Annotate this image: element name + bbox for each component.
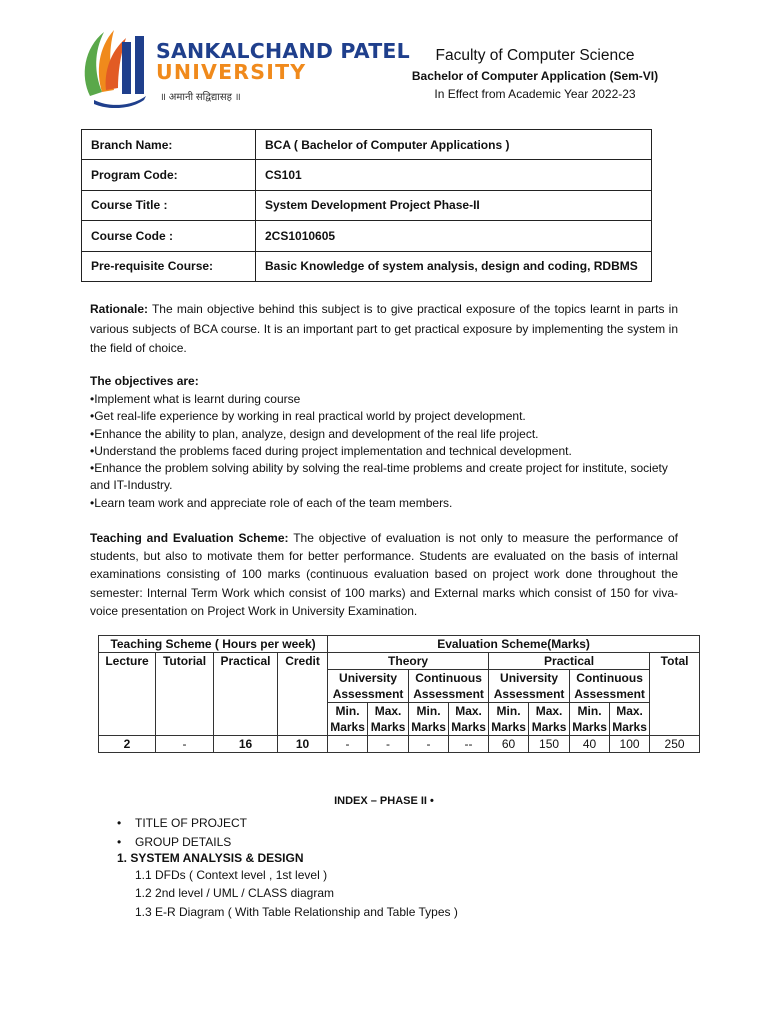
info-key: Course Code : bbox=[82, 221, 256, 251]
theory-header: Theory bbox=[328, 653, 489, 670]
rationale-text: The main objective behind this subject is to give practical exposure of the topics learnt in parts in various subjects of BCA course. It is an important part to get practical exposure by implementing the system in the field of choice. bbox=[90, 302, 678, 355]
effective-year: In Effect from Academic Year 2022-23 bbox=[434, 87, 636, 101]
theory-university-assessment: University Assessment bbox=[328, 670, 409, 703]
bullet-text: GROUP DETAILS bbox=[135, 835, 232, 849]
evaluation-scheme-header: Evaluation Scheme(Marks) bbox=[328, 636, 700, 653]
info-value: System Development Project Phase-II bbox=[256, 190, 652, 220]
bullet-icon: • bbox=[117, 835, 122, 849]
list-item: • Enhance the problem solving ability by solving the real-time problems and create project for institute, society and IT-Industry. bbox=[90, 460, 690, 495]
practical-header: Practical bbox=[214, 653, 278, 736]
credit-value: 10 bbox=[278, 736, 328, 753]
objectives-list bbox=[90, 391, 690, 512]
practical-cont-max-value: 100 bbox=[610, 736, 650, 753]
index-bullet-list bbox=[117, 814, 247, 852]
rationale-label: Rationale: bbox=[90, 302, 149, 316]
list-item: • Get real-life experience by working in real practical world by project development. bbox=[90, 408, 690, 425]
info-key: Branch Name: bbox=[82, 130, 256, 160]
max-marks-header: Max. Marks bbox=[529, 703, 570, 736]
logo-tagline: ॥ अमानी सद्विद्यासह ॥ bbox=[160, 92, 241, 103]
lecture-value: 2 bbox=[99, 736, 156, 753]
info-value: CS101 bbox=[256, 160, 652, 190]
program-title: Bachelor of Computer Application (Sem-VI) bbox=[411, 69, 659, 83]
teaching-text: The objective of evaluation is not only to measure the performance of students, but also to motivate them for better performance. Students are evaluated on the basis of internal examinations consisting of 100 marks (continuous evaluation based on project work done throughout the semester: Internal Term Work which consist of 100 marks) and External marks which consist of 150 for viva-voice presentation on Project Work in University Examination. bbox=[90, 531, 678, 618]
min-marks-header: Min. Marks bbox=[570, 703, 610, 736]
list-item: • Implement what is learnt during course bbox=[90, 391, 690, 408]
rationale-paragraph bbox=[90, 300, 678, 359]
total-value: 250 bbox=[650, 736, 700, 753]
total-header: Total bbox=[650, 653, 700, 736]
teaching-scheme-header: Teaching Scheme ( Hours per week) bbox=[99, 636, 328, 653]
logo-university-name-line1: SANKALCHAND PATEL bbox=[156, 39, 410, 63]
practical-continuous-assessment: Continuous Assessment bbox=[570, 670, 650, 703]
theory-cont-max-value: -- bbox=[449, 736, 489, 753]
lecture-header: Lecture bbox=[99, 653, 156, 736]
list-item: 1.1 DFDs ( Context level , 1st level ) bbox=[135, 868, 328, 882]
theory-cont-min-value: - bbox=[409, 736, 449, 753]
list-item: • Understand the problems faced during project implementation and technical development. bbox=[90, 443, 690, 460]
min-marks-header: Min. Marks bbox=[328, 703, 368, 736]
list-item: 1.3 E-R Diagram ( With Table Relationship and Table Types ) bbox=[135, 904, 458, 919]
table-row bbox=[82, 160, 652, 190]
theory-univ-min-value: - bbox=[328, 736, 368, 753]
teaching-label: Teaching and Evaluation Scheme: bbox=[90, 531, 289, 545]
info-key: Course Title : bbox=[82, 190, 256, 220]
practical-value: 16 bbox=[214, 736, 278, 753]
max-marks-header: Max. Marks bbox=[610, 703, 650, 736]
info-key: Program Code: bbox=[82, 160, 256, 190]
bullet-icon: • bbox=[117, 816, 122, 830]
subsection-list bbox=[135, 866, 458, 921]
university-emblem-icon bbox=[80, 26, 156, 108]
info-key: Pre-requisite Course: bbox=[82, 251, 256, 281]
course-info-table bbox=[81, 129, 652, 282]
table-header-row bbox=[99, 653, 700, 670]
tutorial-value: - bbox=[156, 736, 214, 753]
info-value: 2CS1010605 bbox=[256, 221, 652, 251]
practical-univ-max-value: 150 bbox=[529, 736, 570, 753]
info-value: Basic Knowledge of system analysis, design and coding, RDBMS bbox=[256, 251, 652, 281]
table-row bbox=[82, 221, 652, 251]
theory-univ-max-value: - bbox=[368, 736, 409, 753]
tutorial-header: Tutorial bbox=[156, 653, 214, 736]
list-item: 1.2 2nd level / UML / CLASS diagram bbox=[135, 886, 334, 901]
index-title: INDEX – PHASE II • bbox=[334, 795, 434, 807]
max-marks-header: Max. Marks bbox=[449, 703, 489, 736]
practical-cont-min-value: 40 bbox=[570, 736, 610, 753]
info-value: BCA ( Bachelor of Computer Applications ) bbox=[256, 130, 652, 160]
list-item bbox=[117, 814, 247, 833]
evaluation-scheme-table bbox=[98, 635, 700, 753]
credit-header: Credit bbox=[278, 653, 328, 736]
practical-eval-header: Practical bbox=[489, 653, 650, 670]
table-header-row bbox=[99, 636, 700, 653]
max-marks-header: Max. Marks bbox=[368, 703, 409, 736]
table-row bbox=[82, 130, 652, 160]
table-row bbox=[82, 190, 652, 220]
university-logo bbox=[80, 26, 410, 108]
faculty-title: Faculty of Computer Science bbox=[435, 47, 635, 64]
min-marks-header: Min. Marks bbox=[409, 703, 449, 736]
theory-continuous-assessment: Continuous Assessment bbox=[409, 670, 489, 703]
practical-university-assessment: University Assessment bbox=[489, 670, 570, 703]
list-item bbox=[117, 833, 247, 852]
list-item: • Learn team work and appreciate role of each of the team members. bbox=[90, 495, 690, 512]
list-item: • Enhance the ability to plan, analyze, design and development of the real life project. bbox=[90, 426, 690, 443]
min-marks-header: Min. Marks bbox=[489, 703, 529, 736]
table-row bbox=[99, 736, 700, 753]
table-row bbox=[82, 251, 652, 281]
objectives-title: The objectives are: bbox=[90, 374, 199, 388]
logo-university-name-line2: UNIVERSITY bbox=[156, 60, 307, 84]
teaching-scheme-paragraph bbox=[90, 529, 678, 620]
section-heading: 1. SYSTEM ANALYSIS & DESIGN bbox=[117, 851, 304, 865]
bullet-text: TITLE OF PROJECT bbox=[135, 816, 248, 830]
practical-univ-min-value: 60 bbox=[489, 736, 529, 753]
